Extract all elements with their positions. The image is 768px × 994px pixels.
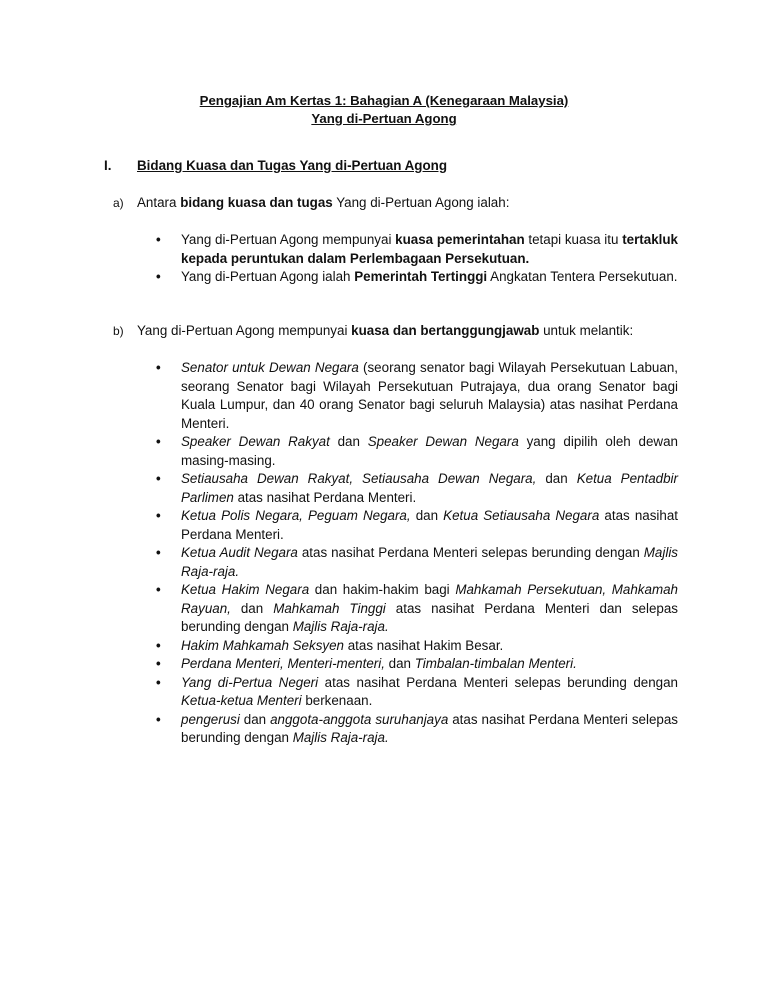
italic-run: anggota-anggota suruhanjaya bbox=[270, 711, 449, 727]
bullet-icon: • bbox=[156, 637, 161, 653]
intro-a-bold: bidang kuasa dan tugas bbox=[180, 195, 333, 210]
text-run: dan bbox=[410, 508, 444, 523]
intro-a-part1: Antara bbox=[137, 195, 181, 210]
text-run: berkenaan. bbox=[301, 693, 373, 708]
subsection-b-list bbox=[154, 359, 678, 748]
text-run: dan bbox=[384, 656, 415, 671]
list-item bbox=[154, 637, 678, 656]
text-run: atas nasihat Perdana Menteri. bbox=[181, 508, 678, 542]
section-heading-text: Bidang Kuasa dan Tugas Yang di-Pertuan Agong bbox=[137, 158, 447, 173]
list-item bbox=[154, 433, 678, 470]
text-run: dan bbox=[239, 711, 271, 727]
bullet-icon: • bbox=[156, 471, 161, 486]
text-run: dan bbox=[536, 471, 577, 486]
italic-run: Ketua Polis Negara, Peguam Negara, bbox=[181, 508, 411, 523]
text-run: atas nasihat Perdana Menteri. bbox=[233, 489, 417, 505]
bullet-icon: • bbox=[156, 545, 161, 560]
bullet-icon: • bbox=[156, 232, 161, 247]
intro-b-bold: kuasa dan bertanggungjawab bbox=[351, 323, 540, 338]
italic-run: Perdana Menteri, Menteri-menteri, bbox=[181, 656, 385, 671]
list-item bbox=[154, 359, 678, 433]
text-run: (seorang senator bagi Wilayah Persekutuan Labuan, seorang Senator bagi Wilayah Persekutuan Putrajaya, dua orang Senator bagi Kuala Lumpur, dan 40 orang Senator bagi seluruh Malaysia) atas nasihat Perdana Menteri. bbox=[181, 360, 678, 431]
bullet-icon: • bbox=[156, 582, 161, 597]
text-run: atas nasihat Perdana Menteri selepas berunding dengan bbox=[181, 711, 678, 745]
italic-run: Ketua Setiausaha Negara bbox=[443, 508, 600, 523]
text-run: Angkatan Tentera Persekutuan. bbox=[487, 269, 678, 284]
intro-b-part2: untuk melantik: bbox=[539, 323, 634, 338]
bullet-icon: • bbox=[156, 711, 161, 727]
italic-run: Majlis Raja-raja. bbox=[292, 619, 389, 634]
list-item bbox=[154, 231, 678, 268]
bold-run: tertakluk kepada peruntukan dalam Perlembagaan Persekutuan. bbox=[181, 232, 679, 266]
title-line-1: Pengajian Am Kertas 1: Bahagian A (Kenegaraan Malaysia) bbox=[199, 93, 569, 108]
text-run: dan bbox=[329, 434, 368, 449]
italic-run: Ketua-ketua Menteri bbox=[181, 693, 302, 708]
subsection-b-text bbox=[137, 322, 633, 340]
italic-run: Timbalan-timbalan Menteri. bbox=[414, 656, 577, 671]
italic-run: Mahkamah Tinggi bbox=[273, 600, 386, 616]
list-item bbox=[154, 268, 678, 287]
document-title bbox=[0, 92, 768, 128]
list-item bbox=[154, 581, 678, 637]
section-number: I. bbox=[104, 158, 112, 173]
italic-run: pengerusi bbox=[181, 711, 240, 727]
list-item bbox=[154, 674, 678, 711]
italic-run: Mahkamah Persekutuan, Mahkamah Rayuan, bbox=[181, 582, 678, 616]
subsection-a-text bbox=[137, 194, 509, 212]
list-item bbox=[154, 544, 678, 581]
bullet-icon: • bbox=[156, 434, 161, 449]
italic-run: Yang di-Pertua Negeri bbox=[181, 674, 319, 690]
text-run: dan bbox=[230, 600, 274, 616]
text-run: yang dipilih oleh dewan masing-masing. bbox=[181, 434, 678, 468]
intro-b-part1: Yang di-Pertuan Agong mempunyai bbox=[137, 323, 352, 338]
text-run: Yang di-Pertuan Agong ialah bbox=[181, 269, 355, 284]
text-run: dan hakim-hakim bagi bbox=[309, 582, 456, 597]
bold-run: Pemerintah Tertinggi bbox=[354, 269, 488, 284]
text-run: atas nasihat Perdana Menteri dan selepas berunding dengan bbox=[181, 600, 678, 634]
text-run: Yang di-Pertuan Agong mempunyai bbox=[181, 232, 396, 247]
bullet-icon: • bbox=[156, 674, 161, 690]
list-item bbox=[154, 470, 678, 507]
text-run: atas nasihat Perdana Menteri selepas berunding dengan bbox=[318, 674, 679, 690]
italic-run: Speaker Dewan Rakyat bbox=[181, 434, 330, 449]
intro-a-part2: Yang di-Pertuan Agong ialah: bbox=[332, 195, 510, 210]
italic-run: Hakim Mahkamah Seksyen bbox=[181, 637, 344, 653]
text-run: tetapi kuasa itu bbox=[524, 232, 623, 247]
italic-run: Speaker Dewan Negara bbox=[367, 434, 519, 449]
list-item bbox=[154, 711, 678, 748]
subsection-a-list bbox=[154, 231, 678, 287]
italic-run: Ketua Hakim Negara bbox=[181, 582, 310, 597]
subsection-b-marker: b) bbox=[113, 324, 124, 338]
title-line-2: Yang di-Pertuan Agong bbox=[311, 111, 457, 126]
text-run: atas nasihat Perdana Menteri selepas berunding dengan bbox=[297, 545, 644, 560]
bullet-icon: • bbox=[156, 656, 161, 671]
bold-run: kuasa pemerintahan bbox=[395, 232, 525, 247]
bullet-icon: • bbox=[156, 269, 161, 284]
italic-run: Majlis Raja-raja. bbox=[292, 730, 389, 745]
italic-run: Ketua Pentadbir Parlimen bbox=[181, 471, 678, 505]
italic-run: Senator untuk Dewan Negara bbox=[181, 360, 359, 375]
list-item bbox=[154, 507, 678, 544]
text-run: atas nasihat Hakim Besar. bbox=[343, 637, 504, 653]
bullet-icon: • bbox=[156, 360, 161, 375]
subsection-a-marker: a) bbox=[113, 196, 124, 210]
italic-run: Majlis Raja-raja. bbox=[181, 545, 678, 579]
italic-run: Setiausaha Dewan Rakyat, Setiausaha Dewan Negara, bbox=[181, 471, 537, 486]
list-item bbox=[154, 655, 678, 674]
italic-run: Ketua Audit Negara bbox=[181, 545, 298, 560]
bullet-icon: • bbox=[156, 508, 161, 523]
